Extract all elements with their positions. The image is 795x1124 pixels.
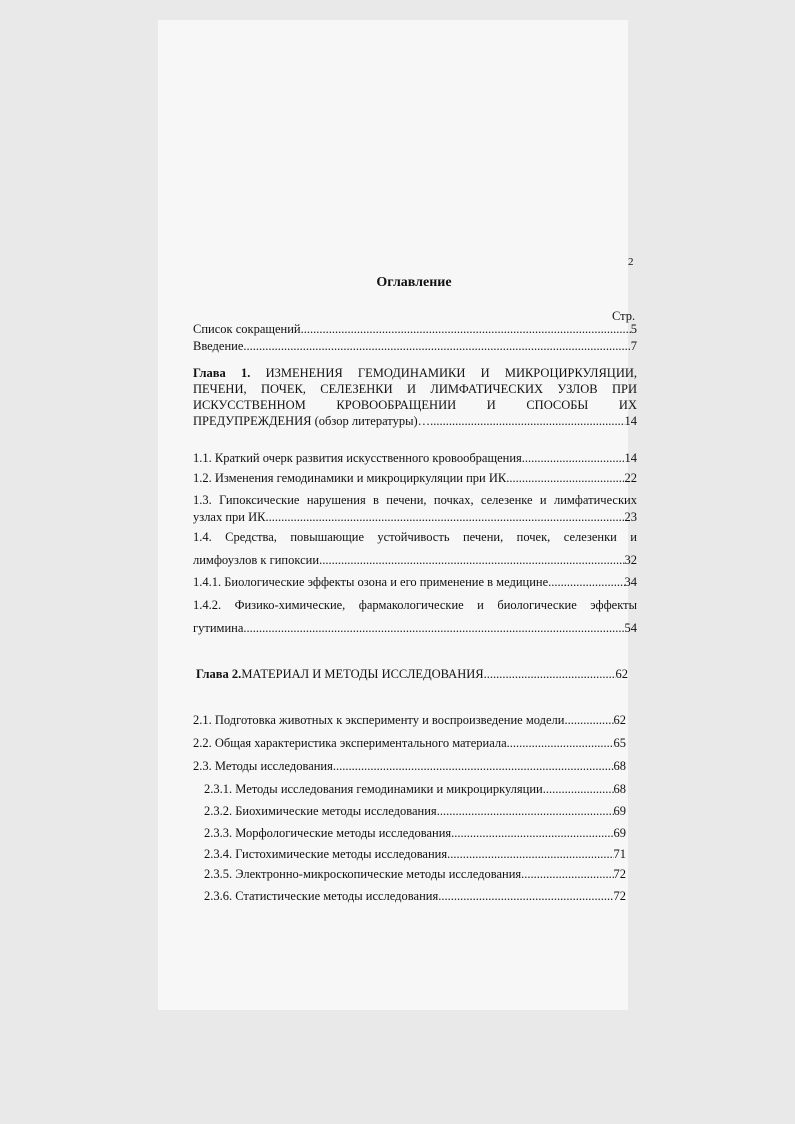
toc-entry-page: 69 [613,804,626,818]
dot-leader [507,736,614,751]
toc-entry-label: 2.3.4. Гистохимические методы исследования [204,847,448,861]
toc-entry-2-3-6[interactable] [204,889,626,904]
toc-entry-label: 1.1. Краткий очерк развития искусственного кровообращения [193,451,522,465]
page-column-header: Стр. [612,309,636,323]
toc-entry-label: 2.3.2. Биохимические методы исследования [204,804,437,818]
toc-entry-page: 68 [613,759,626,773]
toc-entry-page: 54 [624,621,637,635]
toc-entry-page: 32 [624,553,637,567]
toc-entry-label: 2.1. Подготовка животных к эксперименту и воспроизведение модели [193,713,565,727]
toc-entry-label: 2.3.3. Морфологические методы исследования [204,826,452,840]
toc-entry-page: 65 [613,736,626,750]
dot-leader [447,847,613,862]
toc-chapter-1-line-2: ПЕЧЕНИ, ПОЧЕК, СЕЛЕЗЕНКИ И ЛИМФАТИЧЕСКИХ УЗЛОВ ПРИ [193,382,637,396]
dot-leader [521,867,613,882]
dot-leader [564,713,613,728]
chapter-prefix: Глава 2. [196,667,242,681]
toc-entry-2-1[interactable] [193,713,626,728]
toc-entry-introduction[interactable] [193,339,637,354]
toc-chapter-1-line-3: ИСКУССТВЕННОМ КРОВООБРАЩЕНИИ И СПОСОБЫ ИХ [193,398,637,412]
dot-leader [484,667,616,682]
toc-entry-page: 14 [624,451,637,465]
toc-entry-1-3-line-1[interactable]: 1.3. Гипоксические нарушения в печени, почках, селезенке и лимфатических [193,493,637,507]
toc-entry-page: 62 [613,713,626,727]
page-number: 2 [628,256,634,268]
toc-entry-page: 68 [613,782,626,796]
dot-leader [319,553,624,568]
dot-leader [506,471,624,486]
dot-leader [438,889,613,904]
toc-entry-label: МАТЕРИАЛ И МЕТОДЫ ИССЛЕДОВАНИЯ [241,667,484,681]
toc-entry-page: 5 [630,322,637,336]
toc-entry-2-3[interactable] [193,759,626,774]
toc-entry-label: 2.2. Общая характеристика экспериментального материала [193,736,507,750]
dot-leader [548,575,624,590]
toc-entry-page: 23 [624,510,637,524]
toc-entry-2-2[interactable] [193,736,626,751]
toc-entry-label: гутимина [193,621,244,635]
toc-entry-1-4-line-1[interactable]: 1.4. Средства, повышающие устойчивость печени, почек, селезенки и [193,530,637,544]
toc-entry-label: 1.2. Изменения гемодинамики и микроциркуляции при ИК [193,471,507,485]
toc-entry-1-4-1[interactable] [193,575,637,590]
dot-leader [333,759,614,774]
toc-chapter-1-line-4[interactable] [193,414,637,429]
toc-entry-page: 71 [613,847,626,861]
toc-entry-label: 2.3. Методы исследования [193,759,333,773]
toc-entry-2-3-1[interactable] [204,782,626,797]
toc-entry-label: 2.3.5. Электронно-микроскопические методы исследования [204,867,522,881]
toc-entry-abbreviations[interactable] [193,322,637,337]
toc-entry-label: лимфоузлов к гипоксии [193,553,320,567]
dot-leader [437,804,614,819]
toc-entry-page: 22 [624,471,637,485]
dot-leader [430,414,624,429]
chapter-title-part: ИЗМЕНЕНИЯ ГЕМОДИНАМИКИ И МИКРОЦИРКУЛЯЦИИ, [250,366,637,380]
toc-entry-label: узлах при ИК [193,510,266,524]
page-title: Оглавление [376,275,452,290]
toc-entry-2-3-4[interactable] [204,847,626,862]
toc-entry-page: 14 [624,414,637,428]
dot-leader [265,510,624,525]
toc-chapter-1-line-1[interactable] [193,366,637,381]
toc-entry-label: 2.3.1. Методы исследования гемодинамики и микроциркуляции [204,782,543,796]
toc-entry-2-3-3[interactable] [204,826,626,841]
dot-leader [543,782,614,797]
toc-entry-label: ПРЕДУПРЕЖДЕНИЯ (обзор литературы)… [193,414,431,428]
toc-entry-label: Список сокращений [193,322,301,336]
toc-entry-1-3-line-2[interactable] [193,510,637,525]
dot-leader [301,322,631,337]
dot-leader [243,339,630,354]
toc-entry-page: 7 [630,339,637,353]
toc-entry-page: 72 [613,889,626,903]
dot-leader [522,451,625,466]
toc-entry-label: Введение [193,339,244,353]
toc-entry-label: 2.3.6. Статистические методы исследования [204,889,439,903]
toc-entry-1-1[interactable] [193,451,637,466]
toc-entry-page: 34 [624,575,637,589]
toc-entry-label: 1.4.1. Биологические эффекты озона и его применение в медицине [193,575,549,589]
toc-entry-page: 69 [613,826,626,840]
toc-entry-1-4-2-line-1[interactable]: 1.4.2. Физико-химические, фармакологические и биологические эффекты [193,598,637,612]
dot-leader [243,621,624,636]
toc-entry-page: 62 [615,667,628,681]
chapter-prefix: Глава 1. [193,366,251,380]
toc-entry-page: 72 [613,867,626,881]
toc-entry-1-2[interactable] [193,471,637,486]
dot-leader [451,826,613,841]
toc-entry-2-3-5[interactable] [204,867,626,882]
toc-entry-1-4-line-2[interactable] [193,553,637,568]
toc-chapter-2[interactable] [196,667,628,682]
toc-entry-1-4-2-line-2[interactable] [193,621,637,636]
toc-entry-2-3-2[interactable] [204,804,626,819]
